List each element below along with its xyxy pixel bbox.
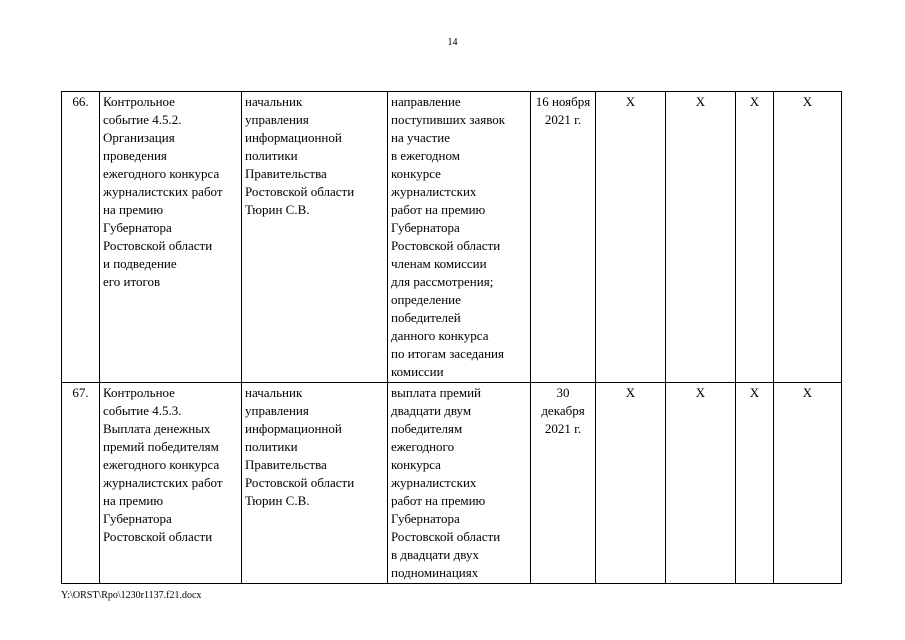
x-cell: X (736, 92, 774, 383)
x-cell: X (596, 383, 666, 584)
date-cell: 30 декабря 2021 г. (531, 383, 596, 584)
x-cell: X (774, 92, 842, 383)
date-cell: 16 ноября 2021 г. (531, 92, 596, 383)
row-number: 67. (62, 383, 100, 584)
x-cell: X (774, 383, 842, 584)
x-cell: X (596, 92, 666, 383)
x-cell: X (736, 383, 774, 584)
responsible-cell: начальник управления информационной политики Правительства Ростовской области Тюрин С.В. (242, 383, 388, 584)
x-cell: X (666, 92, 736, 383)
responsible-cell: начальник управления информационной политики Правительства Ростовской области Тюрин С.В. (242, 92, 388, 383)
x-cell: X (666, 383, 736, 584)
result-cell: выплата премий двадцати двум победителям ежегодного конкурса журналистских работ на премию Губернатора Ростовской области в двадцати двух подноминациях (388, 383, 531, 584)
event-cell: Контрольное событие 4.5.2. Организация проведения ежегодного конкурса журналистских работ на премию Губернатора Ростовской области и подведение его итогов (100, 92, 242, 383)
footer-file-path: Y:\ORST\Rpo\1230r1137.f21.docx (61, 590, 202, 601)
table-row (62, 383, 842, 584)
plan-table (61, 91, 842, 584)
result-cell: направление поступивших заявок на участие в ежегодном конкурсе журналистских работ на премию Губернатора Ростовской области членам комиссии для рассмотрения; определение победителей данного конкурса по итогам заседания комиссии (388, 92, 531, 383)
table-row (62, 92, 842, 383)
event-cell: Контрольное событие 4.5.3. Выплата денежных премий победителям ежегодного конкурса журналистских работ на премию Губернатора Ростовской области (100, 383, 242, 584)
row-number: 66. (62, 92, 100, 383)
page-number: 14 (447, 37, 458, 48)
